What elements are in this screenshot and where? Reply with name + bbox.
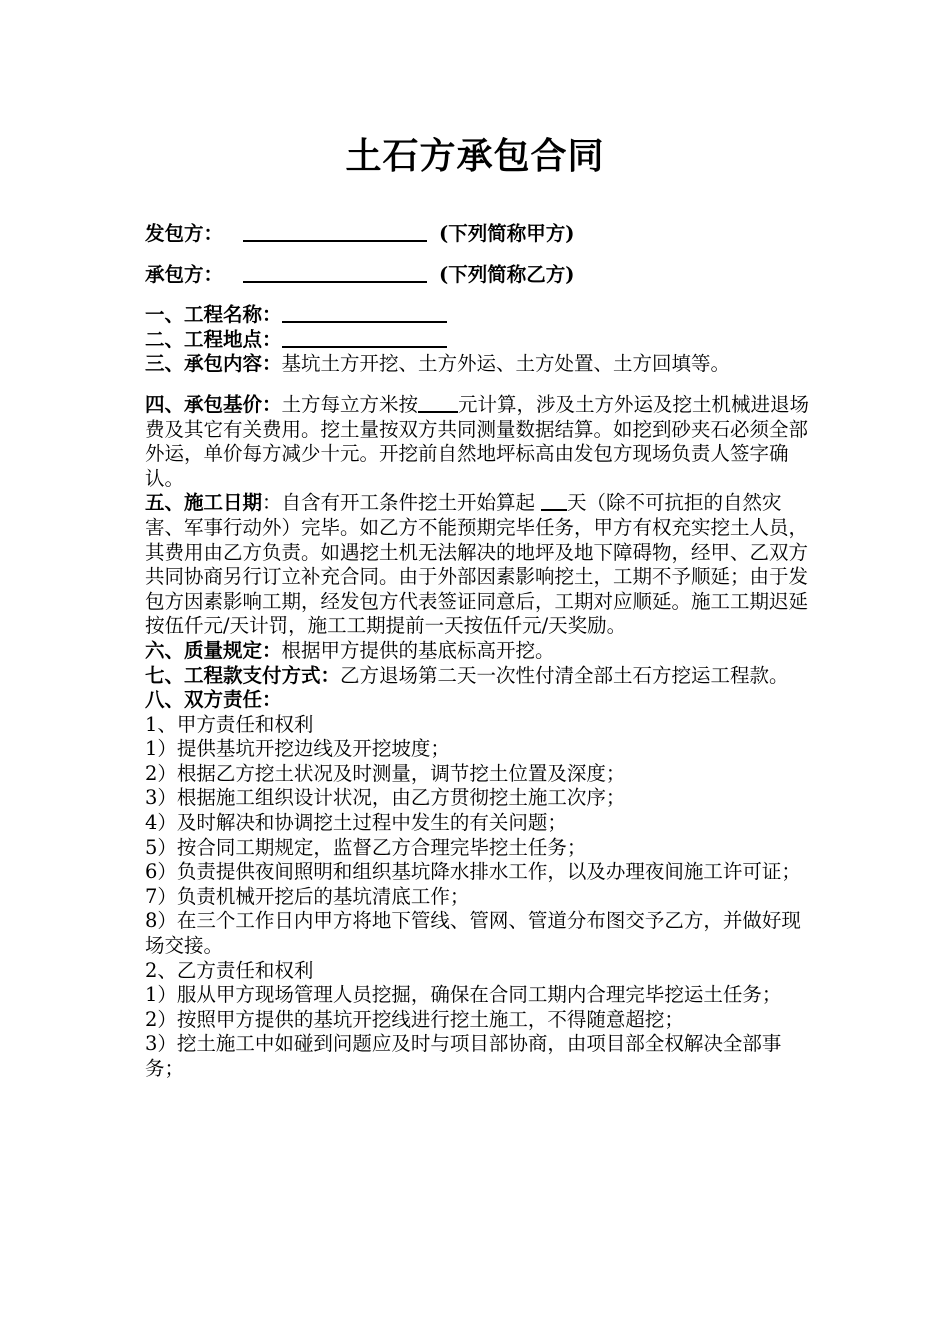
contractor-blank bbox=[243, 263, 427, 283]
clause-item: 1）服从甲方现场管理人员挖掘，确保在合同工期内合理完毕挖运土任务； bbox=[145, 983, 782, 1007]
payment-label: 七、工程款支付方式： bbox=[145, 663, 341, 687]
clause-item: 8）在三个工作日内甲方将地下管线、管网、管道分布图交予乙方，并做好现场交接。 bbox=[145, 909, 801, 958]
schedule-text-b: 天（除不可抗拒的自然灾害、军事行动外）完毕。如乙方不能预期完毕任务，甲方有权充实挖土人员，其费用由乙方负责。如遇挖土机无法解决的地坪及地下障碍物，经甲、乙双方共同协商另行订立补充合同。由于外部因素影响挖土，工期不予顺延；由于发包方因素影响工期，经发包方代表签证同意后，工期对应顺延。施工工期迟延按伍仟元/天计罚，施工工期提前一天按伍仟元/天奖励。 bbox=[145, 491, 809, 638]
base-price-label: 四、承包基价： bbox=[145, 392, 282, 416]
document-title: 土石方承包合同 bbox=[345, 135, 605, 177]
payment-text: 乙方退场第二天一次性付清全部土石方挖运工程款。 bbox=[340, 663, 789, 687]
payment-paragraph bbox=[145, 664, 815, 689]
clause-item: 3）根据施工组织设计状况，由乙方贯彻挖土施工次序； bbox=[145, 786, 626, 810]
scope-line bbox=[145, 352, 815, 377]
clause-item: 1）提供基坑开挖边线及开挖坡度； bbox=[145, 737, 450, 761]
project-name-label: 一、工程名称： bbox=[145, 303, 282, 327]
clause-item: 3）挖土施工中如碰到问题应及时与项目部协商，由项目部全权解决全部事务； bbox=[145, 1032, 782, 1080]
project-location-line bbox=[145, 328, 815, 353]
clause-item: 1、甲方责任和权利 bbox=[145, 712, 314, 736]
base-price-text-b: 元计算，涉及土方外运及挖土机械进退场费及其它有关费用。挖土量按双方共同测量数据结算。如挖到砂夹石必须全部外运，单价每方减少十元。开挖前自然地坪标高由发包方现场负责人签字确认。 bbox=[145, 392, 810, 490]
scope-label: 三、承包内容： bbox=[145, 352, 282, 376]
days-blank bbox=[541, 491, 567, 511]
responsibilities-heading: 八、双方责任： bbox=[145, 688, 282, 712]
clause-item: 2）按照甲方提供的基坑开挖线进行挖土施工，不得随意超挖； bbox=[145, 1007, 684, 1031]
contractor-note: (下列简称乙方) bbox=[439, 262, 575, 286]
clause-item: 5）按合同工期规定，监督乙方合理完毕挖土任务； bbox=[145, 835, 587, 859]
contract-body bbox=[145, 222, 815, 1082]
quality-label: 六、质量规定： bbox=[145, 638, 282, 662]
contractor-line bbox=[145, 263, 815, 288]
schedule-label: 五、施工日期 bbox=[145, 491, 263, 515]
spacer bbox=[145, 377, 815, 393]
clause-item: 6）负责提供夜间照明和组织基坑降水排水工作，以及办理夜间施工许可证； bbox=[145, 860, 801, 884]
employer-blank bbox=[243, 222, 427, 242]
quality-paragraph bbox=[145, 639, 815, 664]
project-name-blank bbox=[282, 303, 447, 323]
employer-label: 发包方： bbox=[145, 222, 224, 245]
employer-note: (下列简称甲方) bbox=[439, 222, 575, 245]
contractor-label: 承包方： bbox=[145, 262, 224, 286]
scope-text: 基坑土方开挖、土方外运、土方处置、土方回填等。 bbox=[281, 352, 731, 376]
unit-price-blank bbox=[418, 393, 458, 413]
quality-text: 根据甲方提供的基底标高开挖。 bbox=[281, 638, 555, 662]
clause-item: 2）根据乙方挖土状况及时测量，调节挖土位置及深度； bbox=[145, 761, 626, 785]
project-location-blank bbox=[282, 328, 447, 348]
project-name-line bbox=[145, 303, 815, 328]
schedule-paragraph bbox=[145, 491, 815, 639]
clause-item: 4）及时解决和协调挖土过程中发生的有关问题； bbox=[145, 811, 567, 835]
base-price-text-a: 土方每立方米按 bbox=[281, 392, 419, 416]
employer-line bbox=[145, 222, 815, 247]
project-location-label: 二、工程地点： bbox=[145, 327, 282, 351]
base-price-paragraph bbox=[145, 393, 815, 491]
schedule-text-a: ：自含有开工条件挖土开始算起 bbox=[262, 491, 536, 515]
clause-item: 2、乙方责任和权利 bbox=[145, 958, 314, 982]
clause-item: 7）负责机械开挖后的基坑清底工作； bbox=[145, 884, 470, 908]
